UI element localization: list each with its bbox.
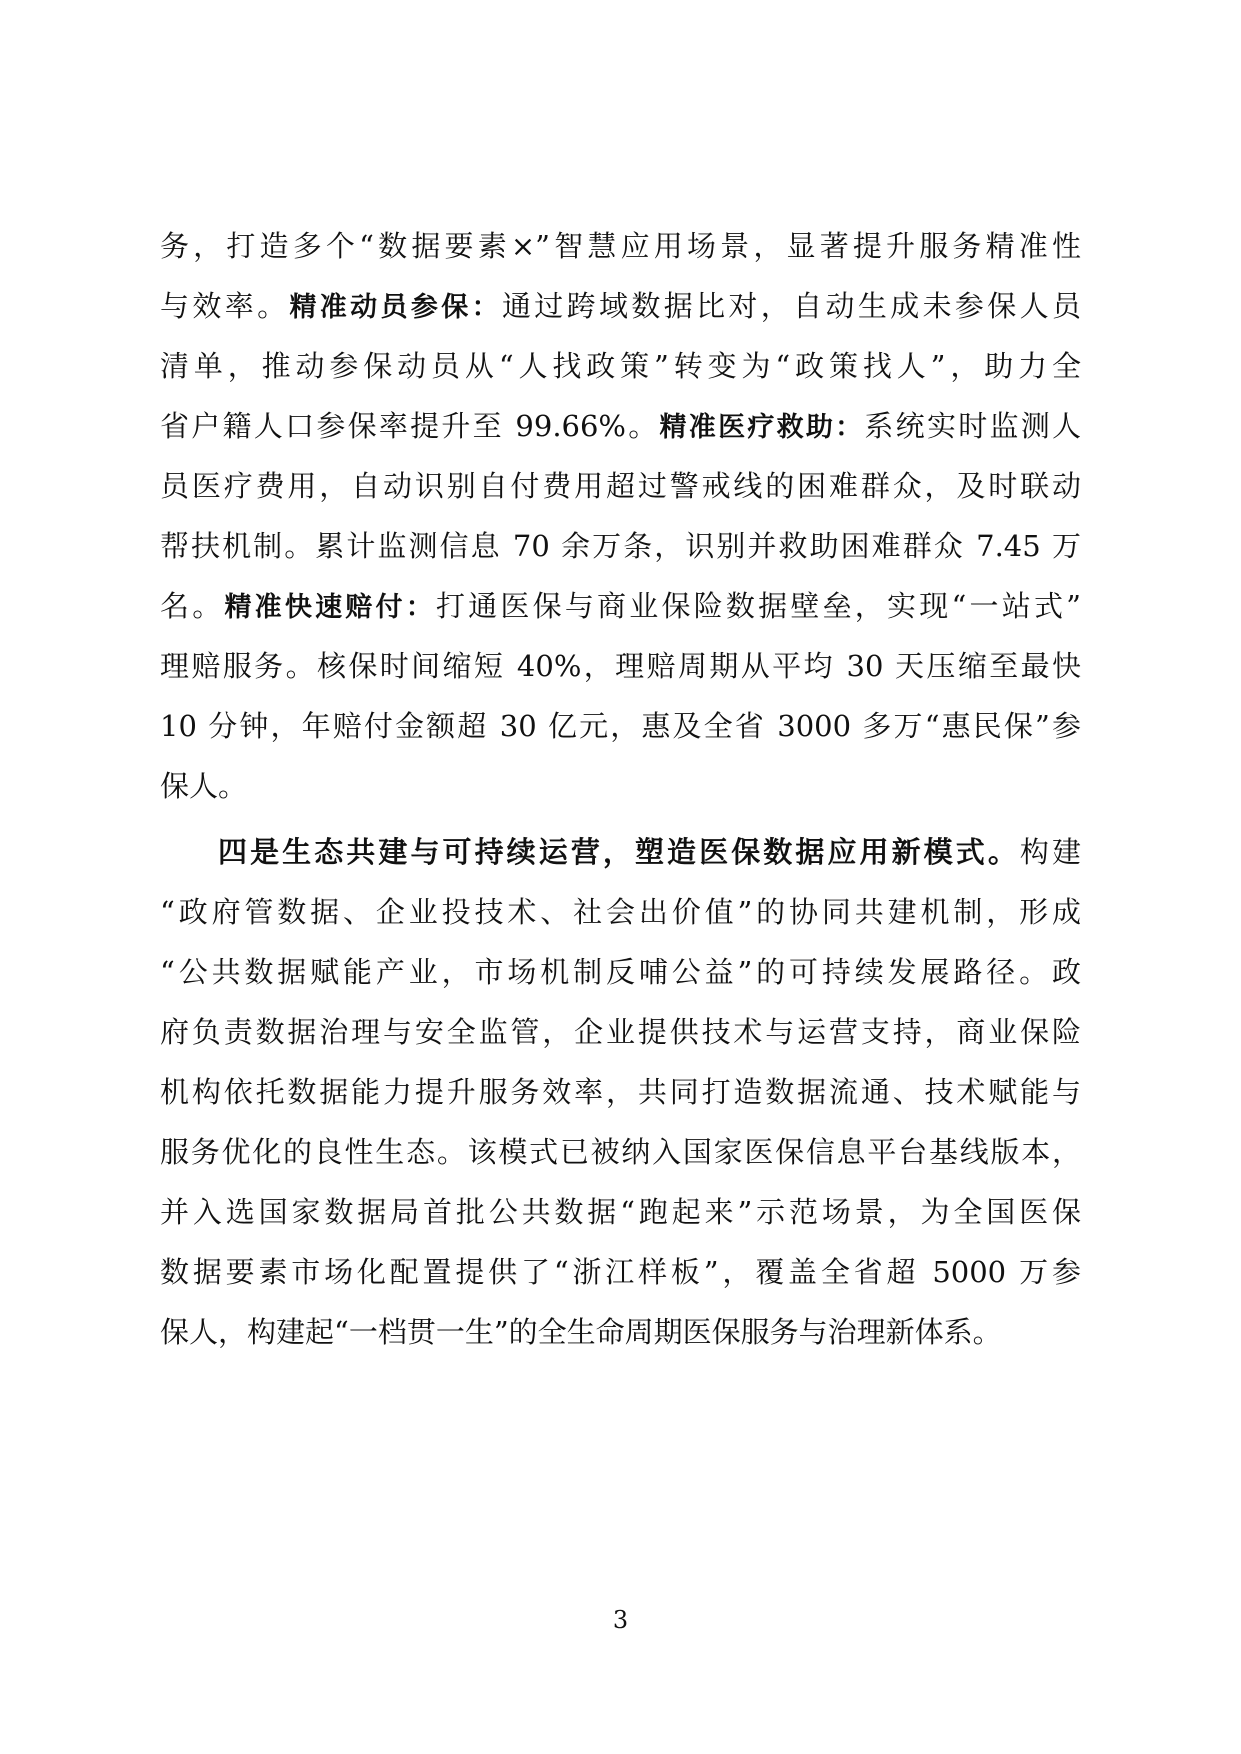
text-run: 并入选国家数据局首批公共数据“跑起来”示范场景，为全国医保 bbox=[160, 1195, 1081, 1229]
text-line bbox=[160, 1002, 1081, 1062]
page-number: 3 bbox=[612, 1606, 629, 1634]
bold-heading-run: 精准快速赔付： bbox=[224, 592, 436, 623]
text-line bbox=[160, 1062, 1081, 1122]
text-run: 系统实时监测人 bbox=[864, 409, 1081, 443]
text-line bbox=[160, 516, 1081, 576]
text-run: 打通医保与商业保险数据壁垒，实现“一站式” bbox=[435, 589, 1081, 623]
text-line bbox=[160, 276, 1081, 336]
text-run: 名。 bbox=[160, 589, 225, 623]
text-line bbox=[160, 1242, 1081, 1302]
text-run: 省户籍人口参保率提升至 99.66%。 bbox=[160, 409, 660, 443]
text-run: “公共数据赋能产业，市场机制反哺公益”的可持续发展路径。政 bbox=[160, 955, 1081, 989]
text-run: 帮扶机制。累计监测信息 70 余万条，识别并救助困难群众 7.45 万 bbox=[160, 529, 1081, 563]
text-run: 保人。 bbox=[160, 769, 248, 803]
text-line bbox=[160, 336, 1081, 396]
text-line bbox=[160, 1182, 1081, 1242]
text-line bbox=[160, 636, 1081, 696]
text-run: “政府管数据、企业投技术、社会出价值”的协同共建机制，形成 bbox=[160, 895, 1081, 929]
text-run: 10 分钟，年赔付金额超 30 亿元，惠及全省 3000 多万“惠民保”参 bbox=[160, 709, 1081, 743]
bold-heading-run: 精准动员参保： bbox=[289, 292, 502, 323]
text-line bbox=[218, 822, 1081, 882]
text-line bbox=[160, 756, 1081, 816]
text-line bbox=[160, 456, 1081, 516]
text-run: 机构依托数据能力提升服务效率，共同打造数据流通、技术赋能与 bbox=[160, 1075, 1081, 1109]
text-run: 通过跨域数据比对，自动生成未参保人员 bbox=[501, 289, 1081, 323]
text-line bbox=[160, 942, 1081, 1002]
text-run: 员医疗费用，自动识别自付费用超过警戒线的困难群众，及时联动 bbox=[160, 469, 1081, 503]
text-line bbox=[160, 576, 1081, 636]
text-run: 理赔服务。核保时间缩短 40%，理赔周期从平均 30 天压缩至最快 bbox=[160, 649, 1081, 683]
bold-heading-run: 精准医疗救助： bbox=[659, 412, 865, 443]
text-line bbox=[160, 396, 1081, 456]
text-run: 府负责数据治理与安全监管，企业提供技术与运营支持，商业保险 bbox=[160, 1015, 1081, 1049]
text-line bbox=[160, 882, 1081, 942]
text-run: 构建 bbox=[1019, 835, 1081, 869]
text-run: 保人，构建起“一档贯一生”的全生命周期医保服务与治理新体系。 bbox=[160, 1315, 1002, 1349]
text-line bbox=[160, 1302, 1081, 1362]
text-line bbox=[160, 1122, 1081, 1182]
text-run: 服务优化的良性生态。该模式已被纳入国家医保信息平台基线版本， bbox=[160, 1135, 1081, 1169]
text-run: 清单，推动参保动员从“人找政策”转变为“政策找人”，助力全 bbox=[160, 349, 1081, 383]
bold-section-heading: 四是生态共建与可持续运营，塑造医保数据应用新模式。 bbox=[218, 835, 1020, 869]
text-run: 与效率。 bbox=[160, 289, 290, 323]
text-run: 数据要素市场化配置提供了“浙江样板”，覆盖全省超 5000 万参 bbox=[160, 1255, 1081, 1289]
text-line bbox=[160, 216, 1081, 276]
text-line bbox=[160, 696, 1081, 756]
text-run: 务，打造多个“数据要素×”智慧应用场景，显著提升服务精准性 bbox=[160, 229, 1081, 263]
